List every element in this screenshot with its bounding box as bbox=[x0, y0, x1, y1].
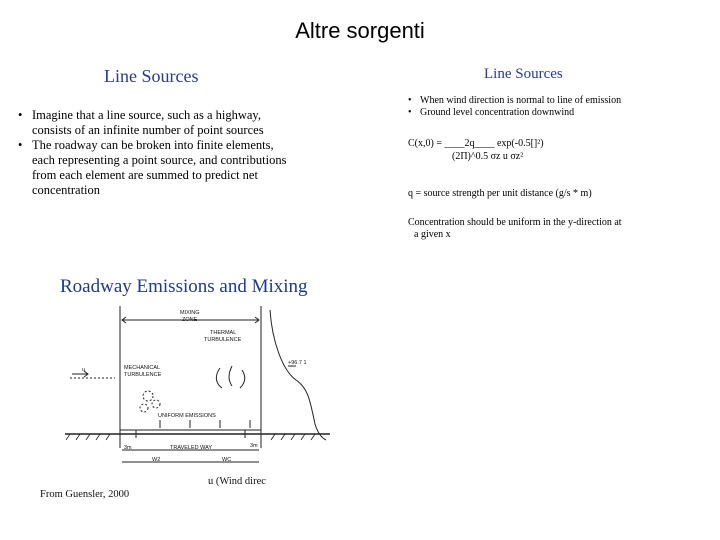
turbulence-swirl bbox=[140, 404, 148, 412]
left-bullet-item: • The roadway can be broken into finite elements, each representing a point source, and contributions from each element are summed to predict net concentration bbox=[18, 138, 293, 198]
wind-direction-label: u (Wind direc bbox=[208, 476, 266, 487]
uniform-note-line1: Concentration should be uniform in the y-direction at bbox=[408, 217, 622, 228]
left-3m-label: 3m bbox=[124, 445, 132, 451]
wc-label: WC bbox=[222, 457, 232, 463]
thermal-arrow bbox=[229, 366, 232, 386]
uniform-emissions-label: UNIFORM EMISSIONS bbox=[158, 413, 216, 419]
right-bullet-item: • Ground level concentration downwind bbox=[408, 107, 668, 119]
turbulence-swirl bbox=[152, 400, 160, 408]
thermal-label: TURBULENCE bbox=[204, 337, 242, 343]
w2-label: W2 bbox=[152, 457, 161, 463]
turbulence-swirl bbox=[143, 391, 153, 401]
mechanical-label: TURBULENCE bbox=[124, 372, 162, 378]
mixing-zone-label: ZONE bbox=[182, 317, 198, 323]
formula-numerator-line: C(x,0) = ____2q____ exp(-0.5[]²) bbox=[408, 138, 544, 149]
left-bullet-item: • Imagine that a line source, such as a highway, consists of an infinite number of point sources bbox=[18, 108, 293, 138]
diagram-title: Roadway Emissions and Mixing bbox=[60, 276, 308, 297]
traveled-way-label: TRAVELED WAY bbox=[170, 445, 213, 451]
uniform-note-line2: a given x bbox=[414, 229, 451, 240]
concentration-profile-curve bbox=[270, 310, 326, 440]
thermal-label: THERMAL bbox=[210, 330, 237, 336]
source-strength-note: q = source strength per unit distance (g/s * m) bbox=[408, 188, 592, 199]
formula-denominator-line: (2Π)^0.5 σz u σz² bbox=[452, 151, 524, 162]
diagram-credit: From Guensler, 2000 bbox=[40, 489, 130, 500]
right-bullet-item: • When wind direction is normal to line of emission bbox=[408, 95, 668, 107]
thermal-arrow bbox=[240, 370, 245, 388]
right-bullet-list bbox=[408, 95, 668, 119]
left-bullet-list bbox=[18, 108, 293, 198]
roadway-mixing-diagram bbox=[60, 300, 340, 485]
thermal-arrow bbox=[216, 368, 222, 388]
profile-label: +96.7 1 bbox=[288, 360, 307, 366]
ground-hatching bbox=[66, 434, 315, 440]
slide-title: Altre sorgenti bbox=[295, 18, 425, 43]
wind-u-label: u bbox=[82, 367, 86, 373]
right-panel-title: Line Sources bbox=[484, 66, 563, 82]
mechanical-label: MECHANICAL bbox=[124, 365, 161, 371]
left-panel-title: Line Sources bbox=[104, 66, 199, 86]
right-3m-label: 3m bbox=[250, 443, 258, 449]
mixing-zone-label: MIXING bbox=[180, 310, 200, 316]
